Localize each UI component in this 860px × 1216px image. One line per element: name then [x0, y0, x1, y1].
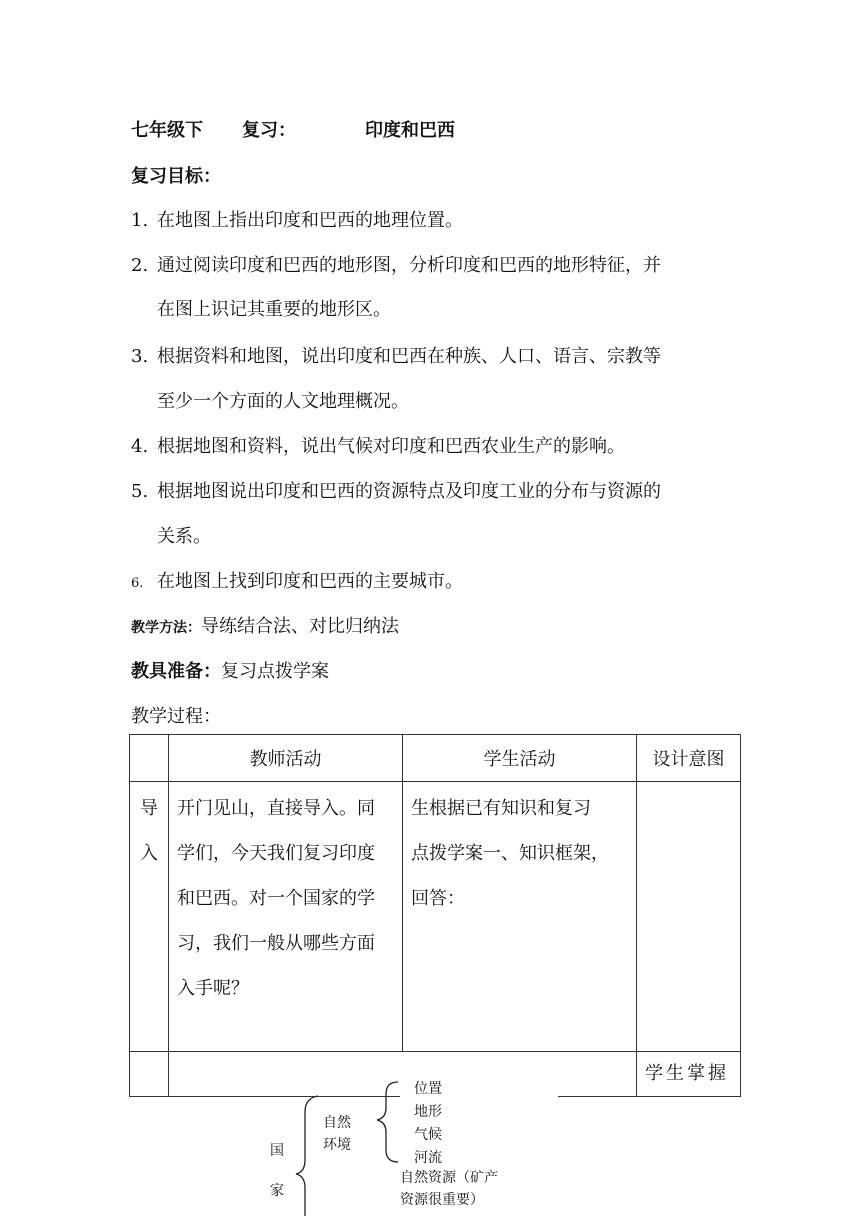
review-label: 复习：	[242, 120, 296, 141]
root-brace	[296, 1096, 318, 1216]
outline-leaf: 地形	[414, 1104, 442, 1120]
table-header-intent: 设计意图	[637, 735, 741, 782]
outline-branch-line: 环境	[323, 1137, 351, 1153]
teaching-method-value: 导练结合法、对比归纳法	[201, 616, 399, 637]
objective-number: 1.	[131, 210, 149, 231]
table-header-teacher: 教师活动	[169, 735, 403, 782]
teaching-method-label: 教学方法：	[131, 620, 201, 636]
outline-root-char: 国	[270, 1143, 284, 1159]
objective-text-continued: 关系。	[157, 526, 211, 547]
objective-number: 3.	[131, 346, 149, 367]
intent-text: 学生掌握	[645, 1063, 729, 1084]
teacher-line: 习，我们一般从哪些方面	[177, 933, 375, 954]
objective-text-continued: 至少一个方面的人文地理概况。	[157, 391, 409, 412]
outline-leaf: 河流	[414, 1150, 442, 1166]
teaching-tools-value: 复习点拨学案	[221, 661, 329, 682]
outline-leaf: 自然资源（矿产	[400, 1170, 498, 1186]
objective-text: 根据地图说出印度和巴西的资源特点及印度工业的分布与资源的	[157, 481, 661, 502]
objective-text: 在地图上找到印度和巴西的主要城市。	[157, 571, 463, 592]
teacher-line: 和巴西。对一个国家的学	[177, 888, 375, 909]
outline-leaf: 资源很重要）	[400, 1192, 484, 1208]
objective-number: 4.	[131, 436, 149, 457]
objective-text: 在地图上指出印度和巴西的地理位置。	[157, 210, 463, 231]
student-line: 生根据已有知识和复习	[411, 798, 591, 819]
topic-title: 印度和巴西	[365, 120, 455, 141]
objective-number: 2.	[131, 255, 149, 276]
objective-number: 5.	[131, 481, 149, 502]
teacher-line: 入手呢？	[177, 978, 249, 999]
objective-text: 通过阅读印度和巴西的地形图，分析印度和巴西的地形特征，并	[157, 255, 661, 276]
objective-number: 6.	[131, 576, 144, 591]
objective-text: 根据资料和地图，说出印度和巴西在种族、人口、语言、宗教等	[157, 346, 661, 367]
table-header-student: 学生活动	[403, 735, 637, 782]
outline-leaf: 位置	[414, 1081, 442, 1097]
teacher-line: 学们，今天我们复习印度	[177, 843, 375, 864]
stage-char: 导	[140, 798, 158, 819]
objective-text: 根据地图和资料，说出气候对印度和巴西农业生产的影响。	[157, 436, 625, 457]
outline-root-char: 家	[270, 1183, 284, 1199]
grade-label: 七年级下	[131, 120, 203, 141]
teaching-tools-label: 教具准备：	[131, 661, 221, 682]
teacher-line: 开门见山，直接导入。同	[177, 798, 375, 819]
stage-char: 入	[140, 843, 158, 864]
process-label: 教学过程：	[131, 706, 221, 727]
student-line: 点拨学案一、知识框架，	[411, 843, 609, 864]
objectives-heading: 复习目标：	[131, 166, 221, 187]
student-line: 回答：	[411, 888, 465, 909]
outline-leaf: 气候	[414, 1127, 442, 1143]
outline-branch-line: 自然	[323, 1115, 351, 1131]
branch-brace	[377, 1082, 398, 1162]
objective-text-continued: 在图上识记其重要的地形区。	[157, 299, 391, 320]
